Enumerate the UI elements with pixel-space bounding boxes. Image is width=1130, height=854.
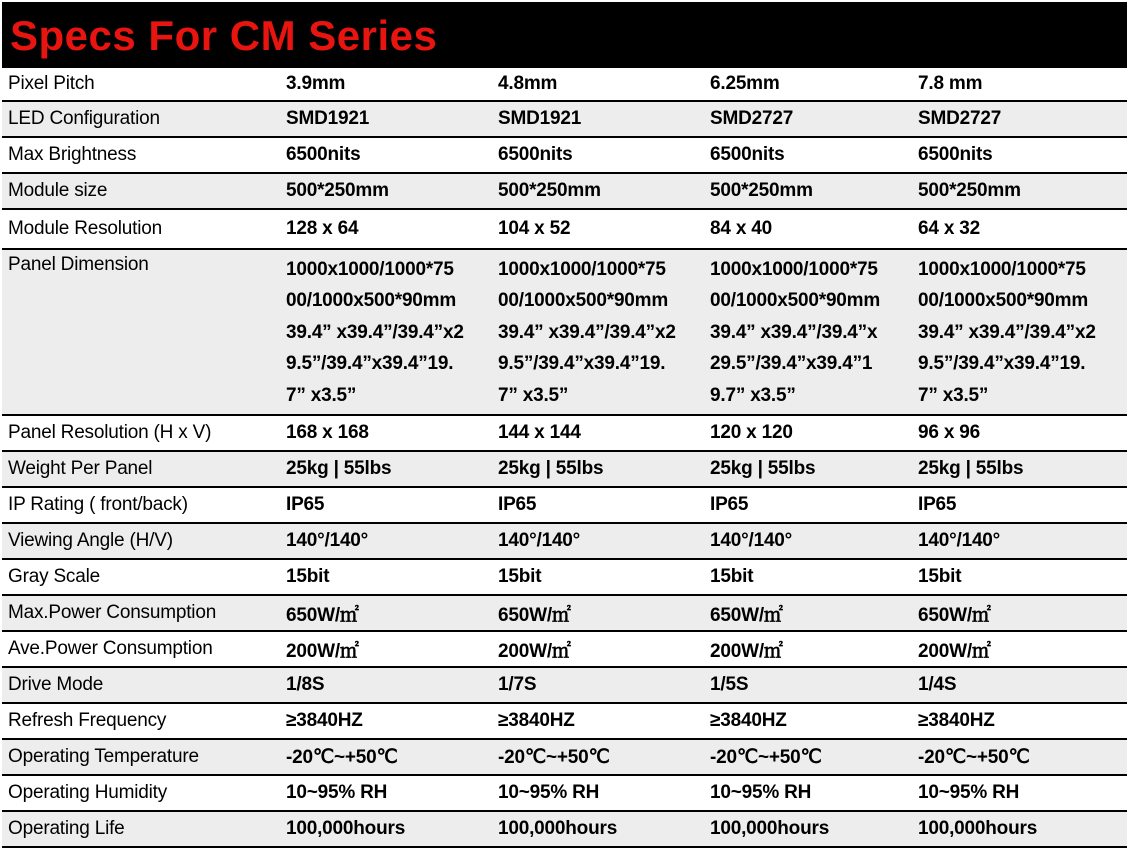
value-line: 7” x3.5” [498, 384, 569, 406]
value-line: 00/1000x500*90mm [710, 290, 881, 312]
spec-value: 6500nits [704, 137, 912, 173]
spec-label: Operating Humidity [2, 775, 280, 811]
spec-value: 144 x 144 [492, 415, 704, 451]
spec-value: SMD1921 [492, 101, 704, 137]
value-line: 1000x1000/1000*75 [498, 258, 666, 280]
spec-value: 6.25mm [704, 67, 912, 101]
value-line: 1000x1000/1000*75 [710, 258, 878, 280]
spec-value: -20℃~+50℃ [280, 739, 492, 775]
value-line: 1000x1000/1000*75 [286, 258, 454, 280]
spec-value: 96 x 96 [912, 415, 1127, 451]
spec-value: 200W/㎡ [280, 631, 492, 667]
value-line: 00/1000x500*90mm [498, 290, 669, 312]
spec-value: 10~95% RH [280, 775, 492, 811]
spec-label: Module size [2, 173, 280, 209]
value-line: 39.4” x39.4”/39.4”x [710, 321, 878, 343]
spec-value: IP65 [912, 487, 1127, 523]
spec-label: Refresh Frequency [2, 703, 280, 739]
spec-label: Operating Temperature [2, 739, 280, 775]
spec-value: IP65 [280, 487, 492, 523]
spec-value: 15bit [280, 559, 492, 595]
value-line: 7” x3.5” [286, 384, 357, 406]
spec-value: 140°/140° [492, 523, 704, 559]
spec-row [2, 667, 1127, 703]
spec-value: 128 x 64 [280, 209, 492, 249]
spec-value: 500*250mm [912, 173, 1127, 209]
spec-label: Panel Resolution (H x V) [2, 415, 280, 451]
value-line: 1000x1000/1000*75 [918, 258, 1086, 280]
spec-value: ≥3840HZ [704, 703, 912, 739]
value-line: 39.4” x39.4”/39.4”x2 [918, 321, 1096, 343]
spec-label: Viewing Angle (H/V) [2, 523, 280, 559]
spec-value: 7.8 mm [912, 67, 1127, 101]
spec-value: IP65 [704, 487, 912, 523]
spec-value: 200W/㎡ [492, 631, 704, 667]
spec-value: 100,000hours [704, 811, 912, 847]
spec-value: -20℃~+50℃ [704, 739, 912, 775]
spec-value: 25kg | 55lbs [912, 451, 1127, 487]
spec-value: 10~95% RH [492, 775, 704, 811]
multiline-value [710, 253, 912, 412]
spec-value: 140°/140° [912, 523, 1127, 559]
spec-value: 6500nits [912, 137, 1127, 173]
spec-row [2, 523, 1127, 559]
spec-value: 650W/㎡ [912, 595, 1127, 631]
spec-label: Ave.Power Consumption [2, 631, 280, 667]
spec-row [2, 173, 1127, 209]
value-line: 9.7” x3.5” [710, 384, 796, 406]
spec-row [2, 631, 1127, 667]
spec-value: 3.9mm [280, 67, 492, 101]
multiline-value [918, 253, 1127, 412]
spec-value: 200W/㎡ [912, 631, 1127, 667]
spec-row [2, 703, 1127, 739]
spec-label: Max Brightness [2, 137, 280, 173]
spec-value: 650W/㎡ [492, 595, 704, 631]
spec-row [2, 775, 1127, 811]
value-line: 9.5”/39.4”x39.4”19. [498, 353, 666, 375]
spec-row [2, 595, 1127, 631]
value-line: 9.5”/39.4”x39.4”19. [918, 353, 1086, 375]
spec-value: 500*250mm [704, 173, 912, 209]
spec-row [2, 415, 1127, 451]
spec-label: Module Resolution [2, 209, 280, 249]
spec-value: 84 x 40 [704, 209, 912, 249]
multiline-value [286, 253, 492, 412]
spec-value: 120 x 120 [704, 415, 912, 451]
spec-row [2, 209, 1127, 249]
spec-value: 168 x 168 [280, 415, 492, 451]
spec-value: 6500nits [280, 137, 492, 173]
spec-value: -20℃~+50℃ [912, 739, 1127, 775]
spec-value: 650W/㎡ [280, 595, 492, 631]
spec-value: SMD1921 [280, 101, 492, 137]
spec-value: ≥3840HZ [280, 703, 492, 739]
spec-value: 200W/㎡ [704, 631, 912, 667]
spec-value: 104 x 52 [492, 209, 704, 249]
spec-value: ≥3840HZ [492, 703, 704, 739]
spec-label: Operating Life [2, 811, 280, 847]
multiline-value [498, 253, 704, 412]
spec-value: 15bit [912, 559, 1127, 595]
spec-row [2, 67, 1127, 101]
spec-label: Weight Per Panel [2, 451, 280, 487]
spec-row [2, 487, 1127, 523]
value-line: 29.5”/39.4”x39.4”1 [710, 353, 873, 375]
spec-label: Gray Scale [2, 559, 280, 595]
spec-value: 10~95% RH [912, 775, 1127, 811]
value-line: 9.5”/39.4”x39.4”19. [286, 353, 454, 375]
spec-row [2, 559, 1127, 595]
spec-label: Panel Dimension [2, 249, 280, 415]
spec-row [2, 451, 1127, 487]
spec-value: 1/8S [280, 667, 492, 703]
spec-value: 100,000hours [280, 811, 492, 847]
title-bar [2, 2, 1127, 66]
spec-value: IP65 [492, 487, 704, 523]
spec-value: 10~95% RH [704, 775, 912, 811]
spec-value: SMD2727 [912, 101, 1127, 137]
spec-value: 140°/140° [704, 523, 912, 559]
spec-value-multiline [912, 249, 1127, 415]
spec-label: Max.Power Consumption [2, 595, 280, 631]
spec-row [2, 811, 1127, 847]
spec-value: 25kg | 55lbs [492, 451, 704, 487]
value-line: 39.4” x39.4”/39.4”x2 [286, 321, 464, 343]
spec-value: 6500nits [492, 137, 704, 173]
spec-label: IP Rating ( front/back) [2, 487, 280, 523]
spec-value: 15bit [704, 559, 912, 595]
spec-value: 15bit [492, 559, 704, 595]
spec-value: -20℃~+50℃ [492, 739, 704, 775]
specs-table [2, 66, 1127, 848]
spec-value: 64 x 32 [912, 209, 1127, 249]
spec-value: 25kg | 55lbs [280, 451, 492, 487]
spec-label: Pixel Pitch [2, 67, 280, 101]
spec-row [2, 137, 1127, 173]
spec-value-multiline [492, 249, 704, 415]
spec-value: 500*250mm [280, 173, 492, 209]
spec-value: 500*250mm [492, 173, 704, 209]
value-line: 00/1000x500*90mm [286, 290, 457, 312]
page-title: Specs For CM Series [10, 12, 438, 59]
spec-row [2, 249, 1127, 415]
spec-label: Drive Mode [2, 667, 280, 703]
value-line: 39.4” x39.4”/39.4”x2 [498, 321, 676, 343]
spec-value: 4.8mm [492, 67, 704, 101]
spec-value: 140°/140° [280, 523, 492, 559]
spec-row [2, 739, 1127, 775]
spec-row [2, 101, 1127, 137]
spec-value-multiline [704, 249, 912, 415]
spec-value: 1/4S [912, 667, 1127, 703]
spec-value: 650W/㎡ [704, 595, 912, 631]
spec-value: 1/7S [492, 667, 704, 703]
spec-value: 100,000hours [912, 811, 1127, 847]
spec-value: SMD2727 [704, 101, 912, 137]
spec-value: 100,000hours [492, 811, 704, 847]
spec-value: ≥3840HZ [912, 703, 1127, 739]
spec-value: 25kg | 55lbs [704, 451, 912, 487]
spec-value-multiline [280, 249, 492, 415]
value-line: 00/1000x500*90mm [918, 290, 1089, 312]
spec-label: LED Configuration [2, 101, 280, 137]
value-line: 7” x3.5” [918, 384, 989, 406]
spec-value: 1/5S [704, 667, 912, 703]
